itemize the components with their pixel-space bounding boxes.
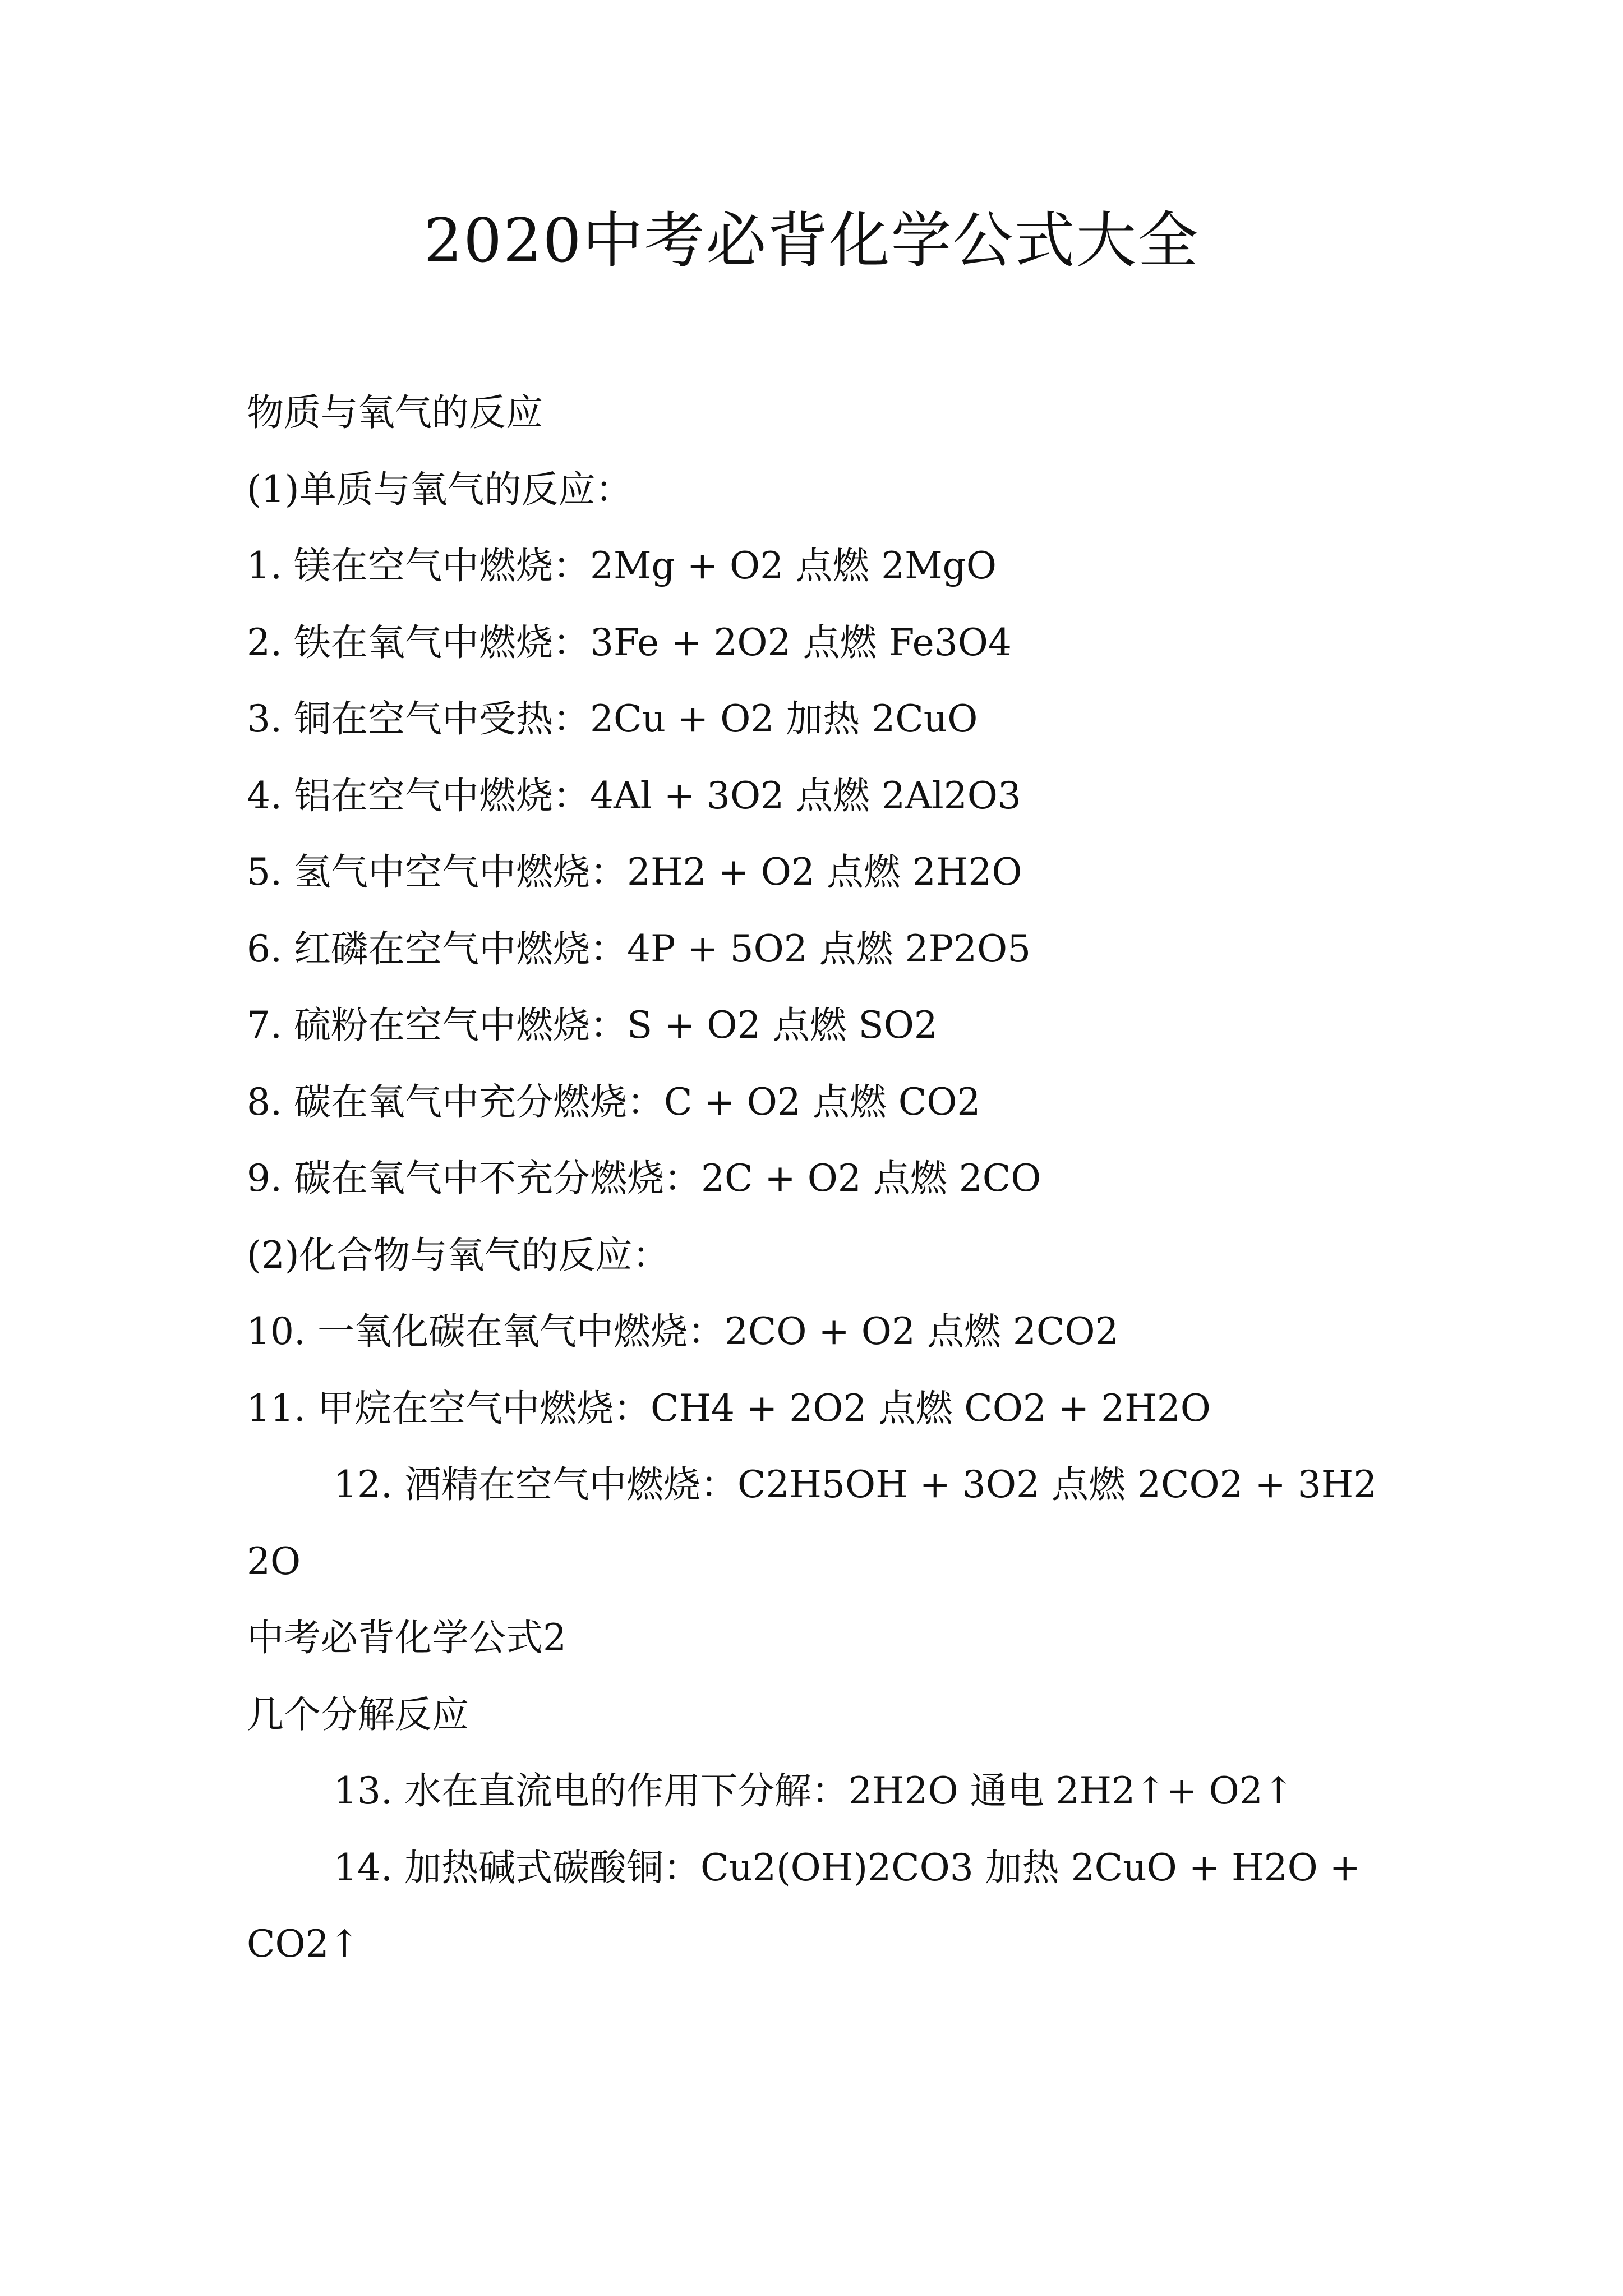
subsection-heading-elements: (1)单质与氧气的反应： <box>247 467 633 511</box>
reaction-line-8: 8. 碳在氧气中充分燃烧：C + O2 点燃 CO2 <box>247 1080 981 1124</box>
subsection-heading-compounds: (2)化合物与氧气的反应： <box>247 1233 670 1277</box>
reaction-paragraph-14: 14. 加热碱式碳酸铜：Cu2(OH)2CO3 加热 2CuO + H2O + CO2↑ <box>247 1846 1361 1966</box>
subtitle-part-2: 中考必背化学公式2 <box>247 1616 566 1659</box>
reaction-line-9: 9. 碳在氧气中不充分燃烧：2C + O2 点燃 2CO <box>247 1157 1041 1200</box>
reaction-line-10: 10. 一氧化碳在氧气中燃烧：2CO + O2 点燃 2CO2 <box>247 1310 1119 1353</box>
reaction-line-1: 1. 镁在空气中燃烧：2Mg + O2 点燃 2MgO <box>247 544 997 587</box>
document-body-continued <box>247 1447 1385 1983</box>
section-heading-oxygen-reactions: 物质与氧气的反应 <box>247 391 543 434</box>
reaction-paragraph-13: 13. 水在直流电的作用下分解：2H2O 通电 2H2↑+ O2↑ <box>334 1769 1294 1812</box>
section-heading-decomposition: 几个分解反应 <box>247 1692 469 1736</box>
reaction-line-7: 7. 硫粉在空气中燃烧：S + O2 点燃 SO2 <box>247 1004 938 1047</box>
reaction-line-3: 3. 铜在空气中受热：2Cu + O2 加热 2CuO <box>247 697 978 740</box>
document-title: 2020中考必背化学公式大全 <box>423 206 1200 276</box>
reaction-line-11: 11. 甲烷在空气中燃烧：CH4 + 2O2 点燃 CO2 + 2H2O <box>247 1386 1211 1430</box>
reaction-line-4: 4. 铝在空气中燃烧：4Al + 3O2 点燃 2Al2O3 <box>247 774 1021 817</box>
reaction-line-5: 5. 氢气中空气中燃烧：2H2 + O2 点燃 2H2O <box>247 850 1022 894</box>
reaction-paragraph-12: 12. 酒精在空气中燃烧：C2H5OH + 3O2 点燃 2CO2 + 3H22O <box>247 1463 1377 1583</box>
reaction-line-6: 6. 红磷在空气中燃烧：4P + 5O2 点燃 2P2O5 <box>247 927 1031 970</box>
document-body <box>247 375 1385 1447</box>
reaction-line-2: 2. 铁在氧气中燃烧：3Fe + 2O2 点燃 Fe3O4 <box>247 620 1012 664</box>
